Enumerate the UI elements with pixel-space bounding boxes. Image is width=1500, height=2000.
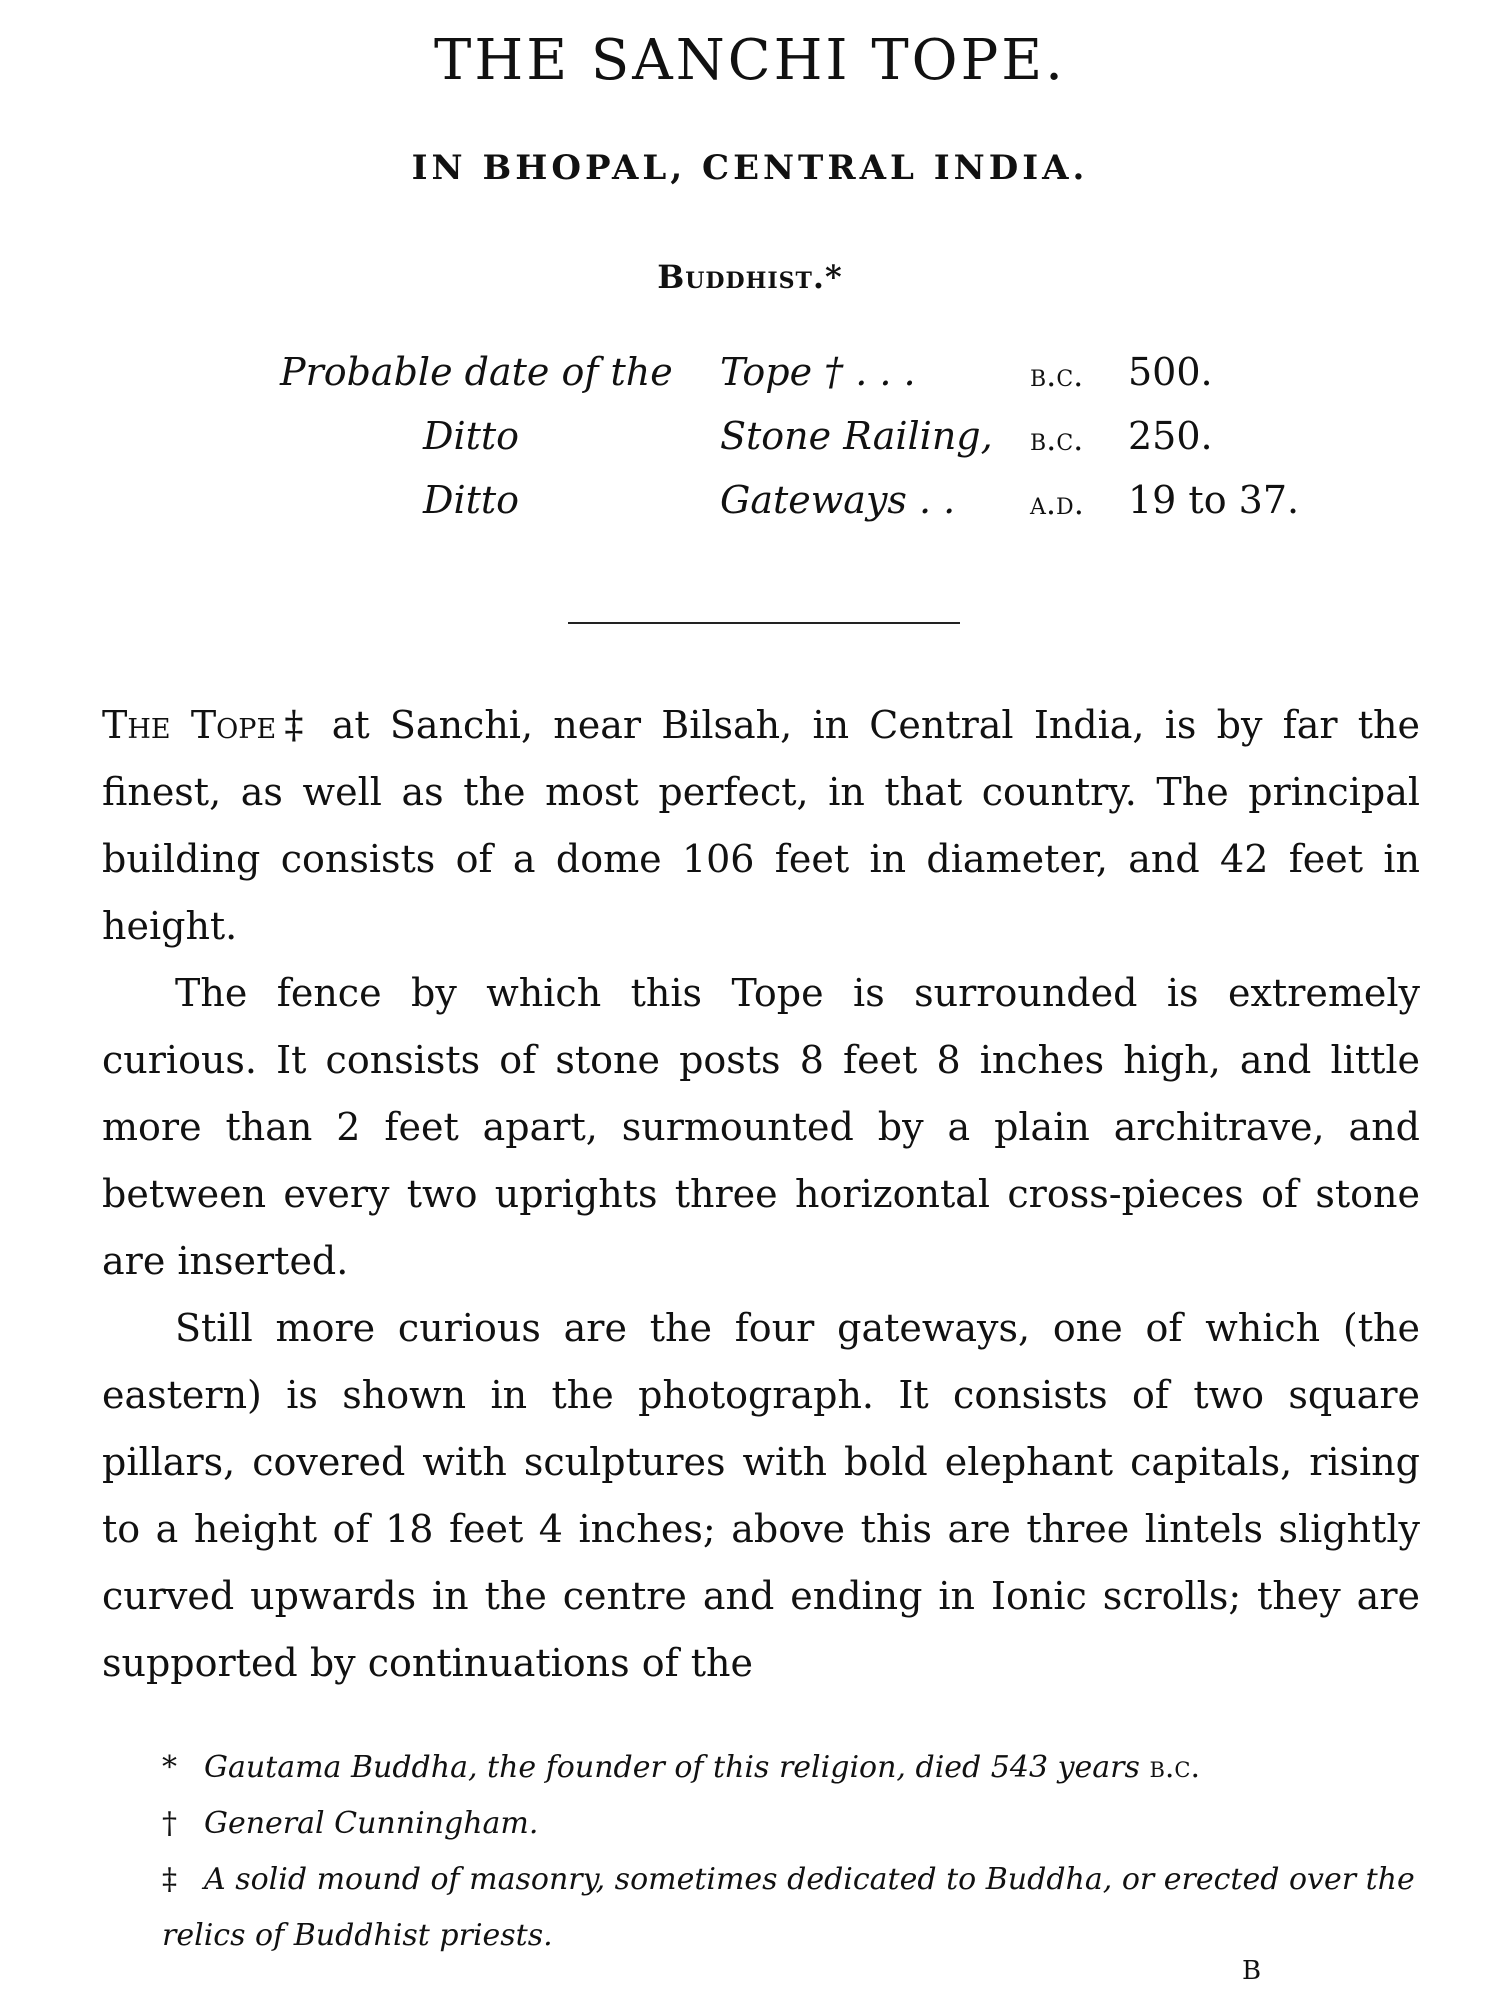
date-item: Gateways . . [720, 478, 956, 522]
date-era: b.c. [1030, 420, 1084, 458]
paragraph: Still more curious are the four gateways, one of which (the eastern) is shown in the photograph. It consists of two square pillars, covered with sculptures with bold elephant capitals, rising to a height of 18 feet 4 inches; above this are three lintels slightly curved upwards in the centre and ending in Ionic scrolls; they are supported by continuations of the [102, 1306, 1420, 1685]
footnote-symbol: * [162, 1750, 177, 1785]
paragraph-text: at Sanchi, near Bilsah, in Central India, is by far the finest, as well as the most perfect, in that country. The principal building consists of a dome 106 feet in diameter, and 42 feet in height. [102, 703, 1420, 948]
date-item: Tope † . . . [720, 350, 916, 394]
page-title: THE SANCHI TOPE. [434, 28, 1066, 93]
paragraph: The fence by which this Tope is surrounded is extremely curious. It consists of stone posts 8 feet 8 inches high, and little more than 2 feet apart, surmounted by a plain architrave, and between every two uprights three horizontal cross-pieces of stone are inserted. [102, 971, 1420, 1283]
paragraph-lead: The Tope‡ [102, 703, 312, 747]
date-value: 250. [1128, 414, 1213, 458]
date-era: b.c. [1030, 356, 1084, 394]
date-value: 19 to 37. [1128, 478, 1300, 522]
footnote-symbol: ‡ [162, 1862, 177, 1897]
date-label: Ditto [423, 478, 520, 522]
date-label: Probable date of the [280, 350, 673, 394]
footnote [100, 1740, 1420, 1796]
footnotes [100, 1740, 1420, 1964]
footnote-symbol: † [162, 1806, 177, 1841]
signature-mark: B [1242, 1956, 1262, 1986]
date-value: 500. [1128, 350, 1213, 394]
footnote [100, 1852, 1420, 1964]
religion-heading: Buddhist.* [657, 258, 843, 296]
footnote-text: A solid mound of masonry, sometimes dedicated to Buddha, or erected over the relics of Buddhist priests. [162, 1862, 1415, 1953]
body-text [102, 692, 1420, 1697]
footnote-text: Gautama Buddha, the founder of this religion, died 543 years [204, 1750, 1140, 1785]
date-row [0, 350, 1500, 410]
footnote-text: General Cunningham. [204, 1806, 539, 1841]
footnote [100, 1796, 1420, 1852]
date-item: Stone Railing, [720, 414, 993, 458]
date-row [0, 478, 1500, 538]
footnote-suffix: b.c. [1149, 1750, 1201, 1785]
page-subtitle: IN BHOPAL, CENTRAL INDIA. [411, 148, 1089, 188]
date-era: a.d. [1030, 484, 1084, 522]
date-row [0, 414, 1500, 474]
date-label: Ditto [423, 414, 520, 458]
paragraph [102, 692, 1420, 960]
section-divider [568, 622, 960, 624]
